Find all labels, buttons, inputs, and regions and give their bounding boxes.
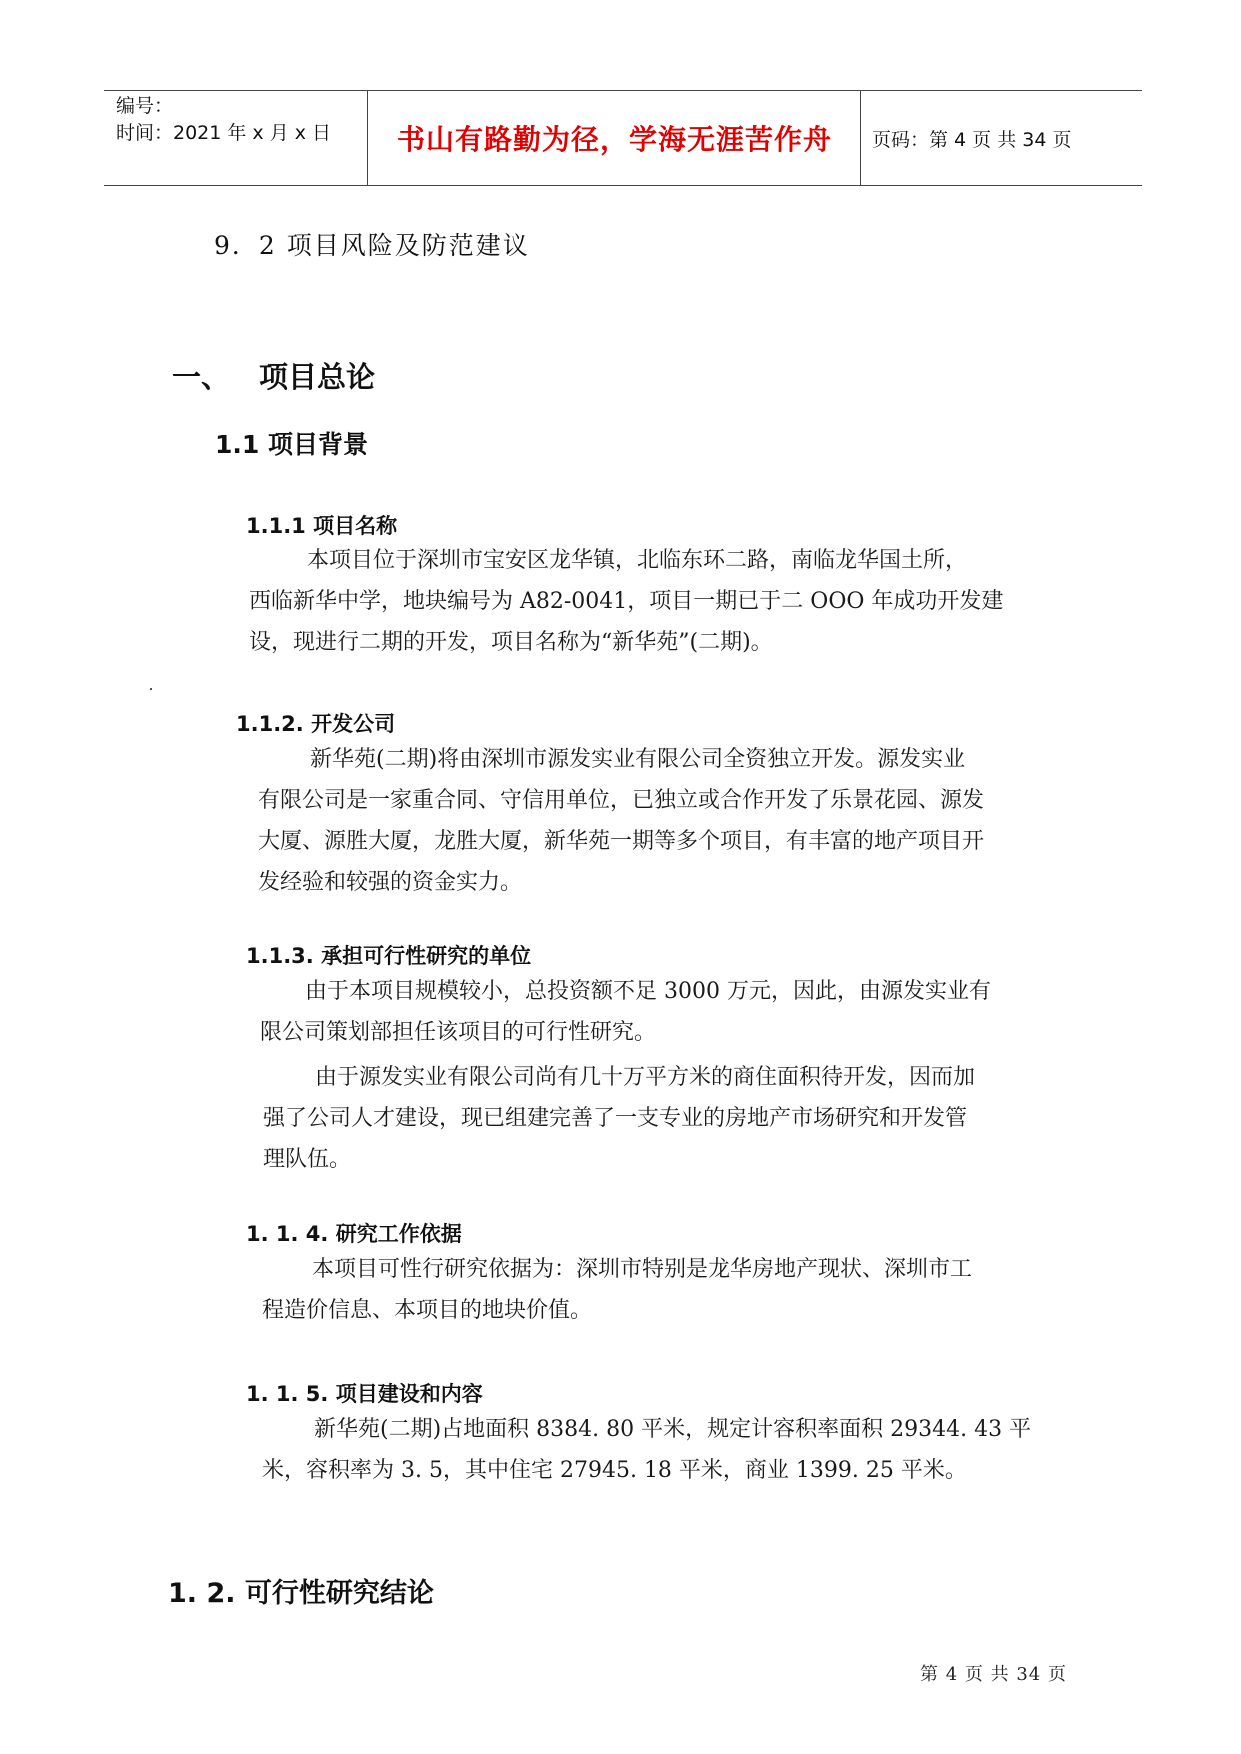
chapter-title: 项目总论 xyxy=(259,360,376,394)
paragraph-line: 本项目位于深圳市宝安区龙华镇，北临东环二路，南临龙华国土所， xyxy=(307,548,968,573)
paragraph-line: 有限公司是一家重合同、守信用单位，已独立或合作开发了乐景花园、源发 xyxy=(258,788,985,813)
header-divider xyxy=(367,91,368,185)
chapter-heading xyxy=(172,355,375,396)
paragraph-1-1-3b xyxy=(263,1057,975,1180)
subsection-heading-1-1-2: 1.1.2. 开发公司 xyxy=(236,712,396,736)
header-meta xyxy=(116,93,366,147)
paragraph-1-1-4 xyxy=(262,1249,972,1331)
subsection-heading-1-1-5: 1. 1. 5. 项目建设和内容 xyxy=(246,1382,483,1406)
paragraph-line: 设，现进行二期的开发，项目名称为“新华苑”(二期)。 xyxy=(249,630,773,655)
paragraph-line: 由于本项目规模较小，总投资额不足 3000 万元，因此，由源发实业有 xyxy=(305,979,991,1004)
chapter-number: 一、 xyxy=(172,360,231,394)
paragraph-line: 新华苑(二期)占地面积 8384. 80 平米，规定计容积率面积 29344. 43 平 xyxy=(314,1417,1032,1442)
number-label: 编号： xyxy=(116,95,174,117)
paragraph-1-1-2 xyxy=(258,739,984,903)
paragraph-line: 限公司策划部担任该项目的可行性研究。 xyxy=(260,1020,657,1045)
time-label: 时间：2021 年 x 月 x 日 xyxy=(116,122,332,144)
paragraph-1-1-5 xyxy=(262,1409,1031,1491)
header-divider xyxy=(860,91,861,185)
subsection-heading-1-1-4: 1. 1. 4. 研究工作依据 xyxy=(246,1222,462,1246)
header-page-info: 页码：第 4 页 共 34 页 xyxy=(872,128,1072,151)
section-heading-1-1: 1.1 项目背景 xyxy=(215,430,368,459)
paragraph-line: 发经验和较强的资金实力。 xyxy=(258,870,523,895)
header-motto: 书山有路勤为径，学海无涯苦作舟 xyxy=(396,123,832,156)
document-header xyxy=(104,90,1142,186)
paragraph-line: 本项目可性行研究依据为：深圳市特别是龙华房地产现状、深圳市工 xyxy=(312,1257,973,1282)
page-footer: 第 4 页 共 34 页 xyxy=(920,1664,1067,1685)
toc-line: 9．2 项目风险及防范建议 xyxy=(214,231,530,260)
stray-dot xyxy=(150,688,152,690)
paragraph-line: 米，容积率为 3. 5，其中住宅 27945. 18 平米，商业 1399. 25 平米。 xyxy=(262,1458,967,1483)
paragraph-1-1-1 xyxy=(249,540,1003,663)
paragraph-line: 程造价信息、本项目的地块价值。 xyxy=(262,1298,593,1323)
paragraph-line: 西临新华中学，地块编号为 A82-0041，项目一期已于二 OOO 年成功开发建 xyxy=(249,589,1004,614)
paragraph-line: 强了公司人才建设，现已组建完善了一支专业的房地产市场研究和开发管 xyxy=(263,1106,968,1131)
paragraph-1-1-3a xyxy=(260,971,991,1053)
subsection-heading-1-1-1: 1.1.1 项目名称 xyxy=(246,514,398,538)
paragraph-line: 由于源发实业有限公司尚有几十万平方米的商住面积待开发，因而加 xyxy=(315,1065,976,1090)
subsection-heading-1-1-3: 1.1.3. 承担可行性研究的单位 xyxy=(246,944,532,968)
paragraph-line: 理队伍。 xyxy=(263,1147,352,1172)
paragraph-line: 新华苑(二期)将由深圳市源发实业有限公司全资独立开发。源发实业 xyxy=(310,747,966,772)
paragraph-line: 大厦、源胜大厦，龙胜大厦，新华苑一期等多个项目，有丰富的地产项目开 xyxy=(258,829,985,854)
section-heading-1-2: 1. 2. 可行性研究结论 xyxy=(168,1578,434,1609)
